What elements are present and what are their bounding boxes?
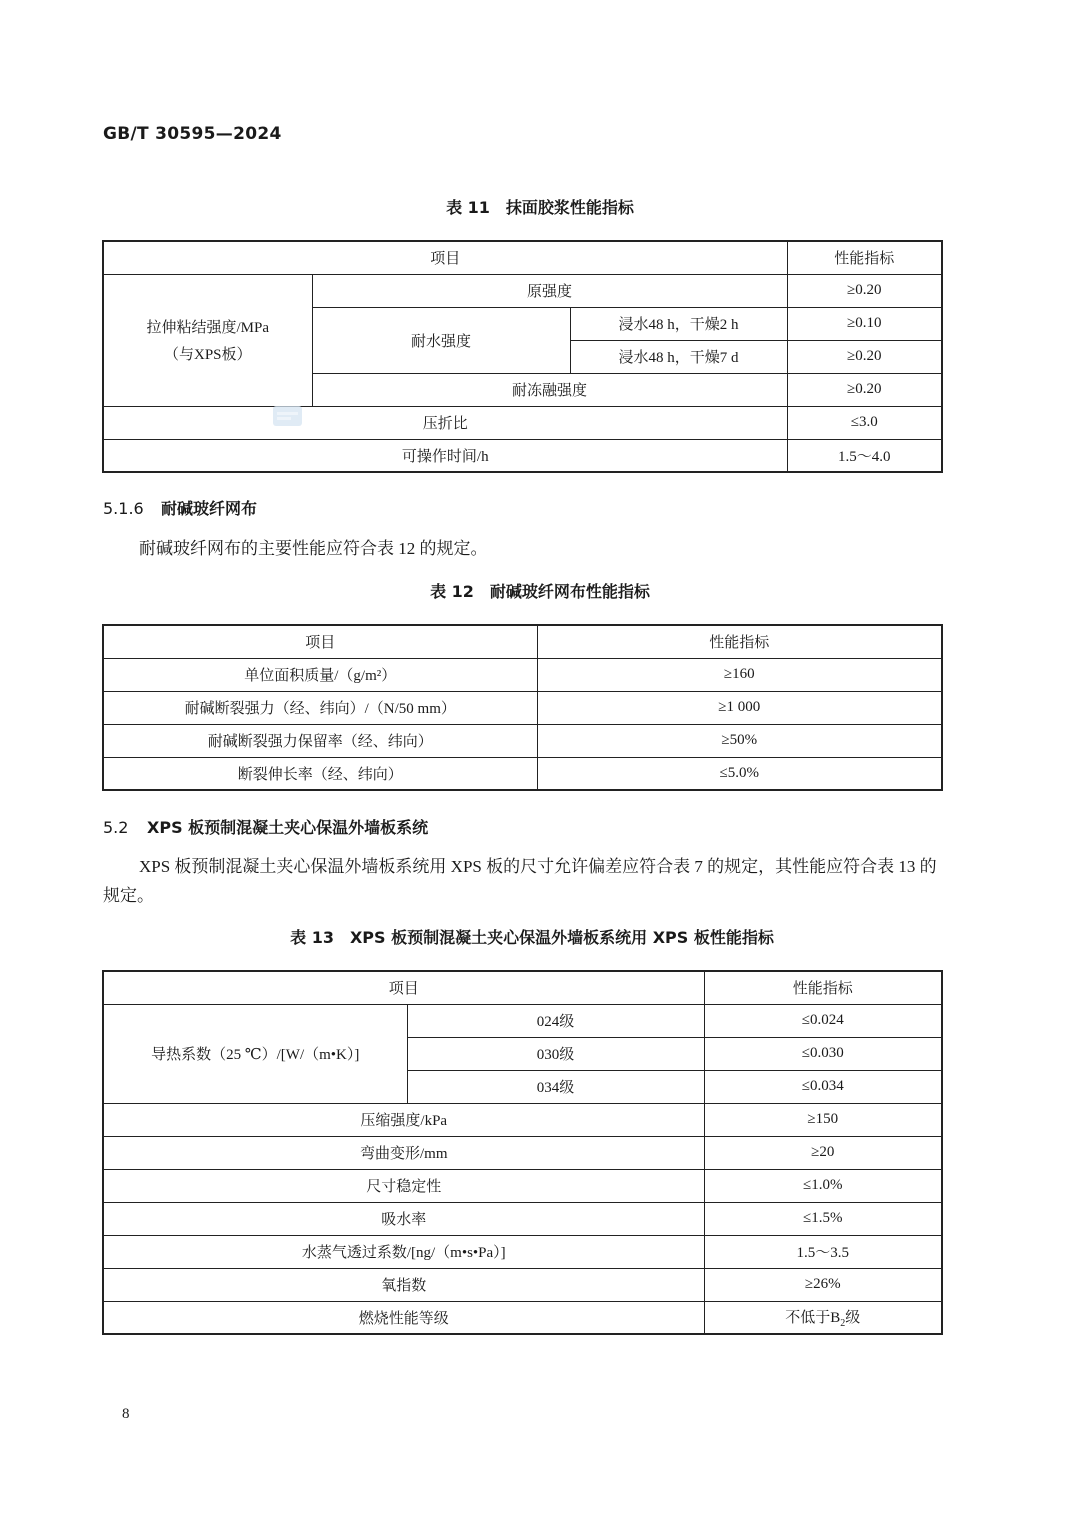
table-cell: ≥150 [704,1103,942,1136]
table-cell: ≤3.0 [787,406,942,439]
table-cell: ≥0.10 [787,307,942,340]
table-row [103,241,942,274]
table-cell: 024级 [407,1004,704,1037]
table-11-caption [0,195,1080,218]
table-cell: 原强度 [312,274,787,307]
table-row [103,971,942,1004]
table-11-caption-number: 表 11 [446,198,490,217]
table-12-caption-title: 耐碱玻纤网布性能指标 [489,582,650,601]
table-group-cell: 导热系数（25 ℃）/[W/（m•K）] [103,1004,407,1103]
table-cell: 尺寸稳定性 [103,1169,704,1202]
paragraph: XPS 板预制混凝土夹心保温外墙板系统用 XPS 板的尺寸允许偏差应符合表 7 的规定，其性能应符合表 13 的规定。 [103,857,937,905]
table-row [103,625,942,658]
grade-prefix: 不低于B [785,1309,841,1326]
table-header-item: 项目 [103,241,787,274]
watermark-logo-icon [272,404,303,428]
group-label-line1: 拉伸粘结强度/MPa [146,320,269,336]
table-cell: 压折比 [103,406,787,439]
table-cell: ≤1.0% [704,1169,942,1202]
table-13-caption-number: 表 13 [290,928,334,947]
table-cell: 单位面积质量/（g/m²） [103,658,537,691]
table-cell [704,1301,942,1334]
table-cell: 耐冻融强度 [312,373,787,406]
table-cell: ≥0.20 [787,274,942,307]
section-heading-5-2 [103,815,428,838]
table-13-caption-title: XPS 板预制混凝土夹心保温外墙板系统用 XPS 板性能指标 [349,928,774,947]
grade-subscript: 2 [840,1317,846,1329]
table-header-item: 项目 [103,625,537,658]
table-cell: ≥0.20 [787,373,942,406]
section-title: 耐碱玻纤网布 [161,499,258,518]
table-cell: 1.5～3.5 [704,1235,942,1268]
table-row [103,1301,942,1334]
table-row [103,658,942,691]
table-12-caption [0,579,1080,602]
table-cell: ≥0.20 [787,340,942,373]
section-heading-5-1-6 [103,496,257,519]
paragraph: 耐碱玻纤网布的主要性能应符合表 12 的规定。 [139,539,488,558]
page-number: 8 [122,1406,130,1422]
table-row [103,1235,942,1268]
table-cell: ≤0.034 [704,1070,942,1103]
table-cell: ≥1 000 [537,691,942,724]
section-number: 5.2 [103,818,129,837]
table-group-cell [103,274,312,406]
table-row [103,439,942,472]
table-11 [102,240,943,473]
table-cell: 034级 [407,1070,704,1103]
table-12 [102,624,943,791]
table-header-item: 项目 [103,971,704,1004]
table-row [103,1169,942,1202]
table-13-caption [0,925,1072,948]
table-cell: 030级 [407,1037,704,1070]
table-header-value: 性能指标 [537,625,942,658]
table-cell: 浸水48 h，干燥2 h [570,307,787,340]
table-row [103,406,942,439]
table-cell: 耐碱断裂强力（经、纬向）/（N/50 mm） [103,691,537,724]
table-cell: ≤0.024 [704,1004,942,1037]
table-cell: 断裂伸长率（经、纬向） [103,757,537,790]
table-cell: 燃烧性能等级 [103,1301,704,1334]
table-13 [102,970,943,1335]
grade-suffix: 级 [845,1309,861,1326]
table-row [103,1202,942,1235]
table-cell: ≥26% [704,1268,942,1301]
document-id: GB/T 30595—2024 [103,124,282,144]
table-cell: 1.5～4.0 [787,439,942,472]
table-cell: 可操作时间/h [103,439,787,472]
group-label-line2: （与XPS板） [163,347,252,363]
table-cell: ≤5.0% [537,757,942,790]
section-number: 5.1.6 [103,499,144,518]
table-cell: 氧指数 [103,1268,704,1301]
table-cell: ≥50% [537,724,942,757]
table-cell: 浸水48 h，干燥7 d [570,340,787,373]
table-row [103,1103,942,1136]
table-cell: 水蒸气透过系数/[ng/（m•s•Pa）] [103,1235,704,1268]
table-row [103,691,942,724]
table-row [103,757,942,790]
table-12-caption-number: 表 12 [430,582,474,601]
table-row [103,724,942,757]
table-cell: ≥20 [704,1136,942,1169]
table-11-caption-title: 抹面胶浆性能指标 [505,198,634,217]
table-cell: 耐水强度 [312,307,570,373]
table-row [103,1268,942,1301]
table-header-value: 性能指标 [787,241,942,274]
table-cell: 弯曲变形/mm [103,1136,704,1169]
table-cell: ≤1.5% [704,1202,942,1235]
table-cell: 吸水率 [103,1202,704,1235]
table-cell: ≤0.030 [704,1037,942,1070]
table-cell: ≥160 [537,658,942,691]
table-cell: 压缩强度/kPa [103,1103,704,1136]
table-row [103,274,942,307]
table-header-value: 性能指标 [704,971,942,1004]
section-title: XPS 板预制混凝土夹心保温外墙板系统 [147,818,429,837]
table-row [103,1004,942,1037]
table-row [103,1136,942,1169]
table-cell: 耐碱断裂强力保留率（经、纬向） [103,724,537,757]
